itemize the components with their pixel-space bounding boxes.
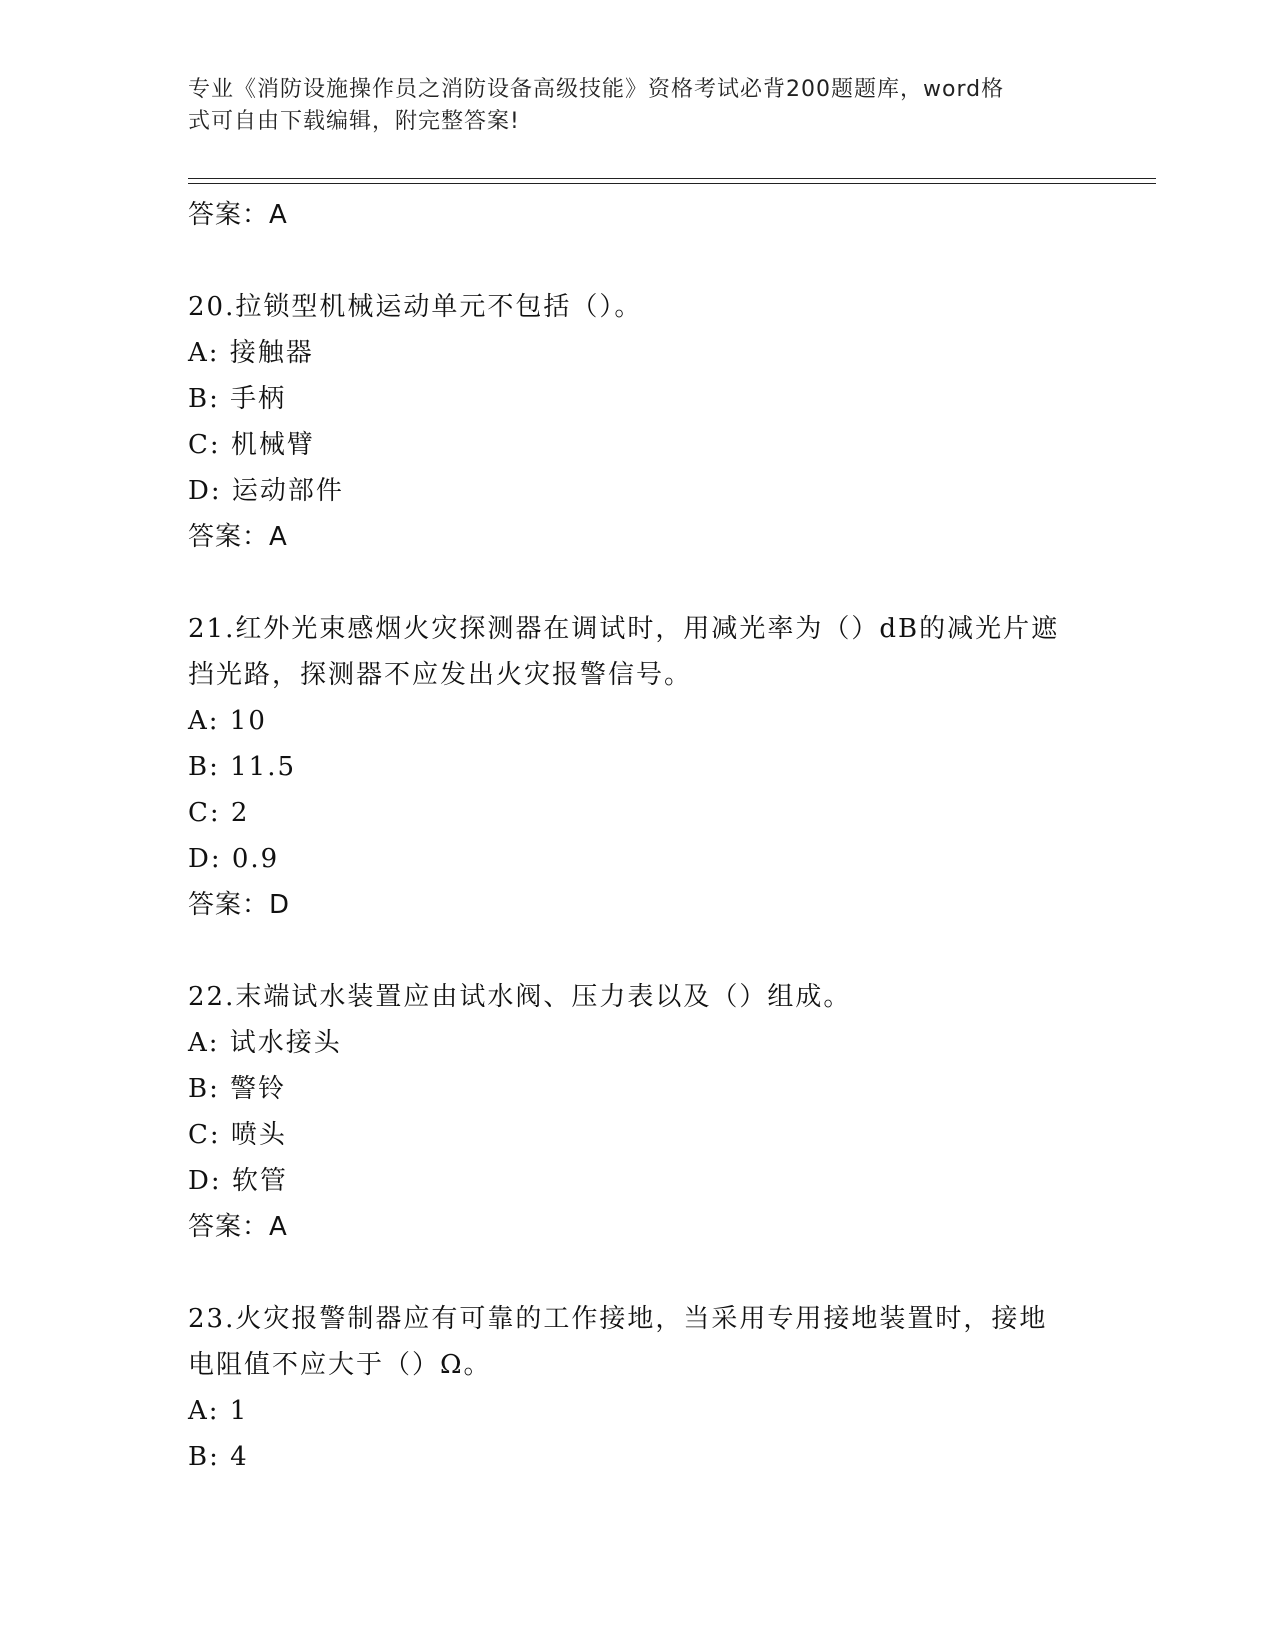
question-23 xyxy=(188,1296,1088,1480)
option-d: D: 软管 xyxy=(188,1166,288,1196)
header-line-2: 式可自由下载编辑，附完整答案! xyxy=(188,109,520,134)
document-header xyxy=(188,74,1088,138)
option-d: D: 0.9 xyxy=(188,844,280,874)
answer-label: 答案：A xyxy=(188,1212,288,1242)
option-c: C: 2 xyxy=(188,798,250,828)
header-line-1: 专业《消防设施操作员之消防设备高级技能》资格考试必背200题题库，word格 xyxy=(188,77,1005,102)
header-divider-bottom xyxy=(188,183,1156,184)
option-b: B: 4 xyxy=(188,1442,249,1472)
option-b: B: 手柄 xyxy=(188,384,287,414)
question-20 xyxy=(188,284,1088,560)
answer-label: 答案：A xyxy=(188,522,288,552)
question-text-line-1: 23.火灾报警制器应有可靠的工作接地，当采用专用接地装置时，接地 xyxy=(188,1304,1048,1334)
option-a: A: 1 xyxy=(188,1396,249,1426)
option-c: C: 机械臂 xyxy=(188,430,315,460)
question-text-line-2: 挡光路，探测器不应发出火灾报警信号。 xyxy=(188,660,693,690)
option-c: C: 喷头 xyxy=(188,1120,287,1150)
spacer xyxy=(188,560,1088,606)
header-divider-top xyxy=(188,178,1156,179)
option-a: A: 接触器 xyxy=(188,338,314,368)
option-b: B: 警铃 xyxy=(188,1074,287,1104)
option-a: A: 试水接头 xyxy=(188,1028,342,1058)
question-text-line-2: 电阻值不应大于（）Ω。 xyxy=(188,1350,492,1380)
question-21 xyxy=(188,606,1088,928)
option-b: B: 11.5 xyxy=(188,752,297,782)
option-a: A: 10 xyxy=(188,706,267,736)
question-text-line-1: 21.红外光束感烟火灾探测器在调试时，用减光率为（）dB的减光片遮 xyxy=(188,614,1060,644)
question-list xyxy=(188,192,1088,1480)
spacer xyxy=(188,928,1088,974)
question-22 xyxy=(188,974,1088,1250)
question-text: 22.末端试水装置应由试水阀、压力表以及（）组成。 xyxy=(188,982,852,1012)
spacer xyxy=(188,1250,1088,1296)
question-text: 20.拉锁型机械运动单元不包括（）。 xyxy=(188,292,643,322)
option-d: D: 运动部件 xyxy=(188,476,344,506)
spacer xyxy=(188,238,1088,284)
answer-label: 答案：D xyxy=(188,890,291,920)
previous-answer: 答案：A xyxy=(188,200,288,230)
